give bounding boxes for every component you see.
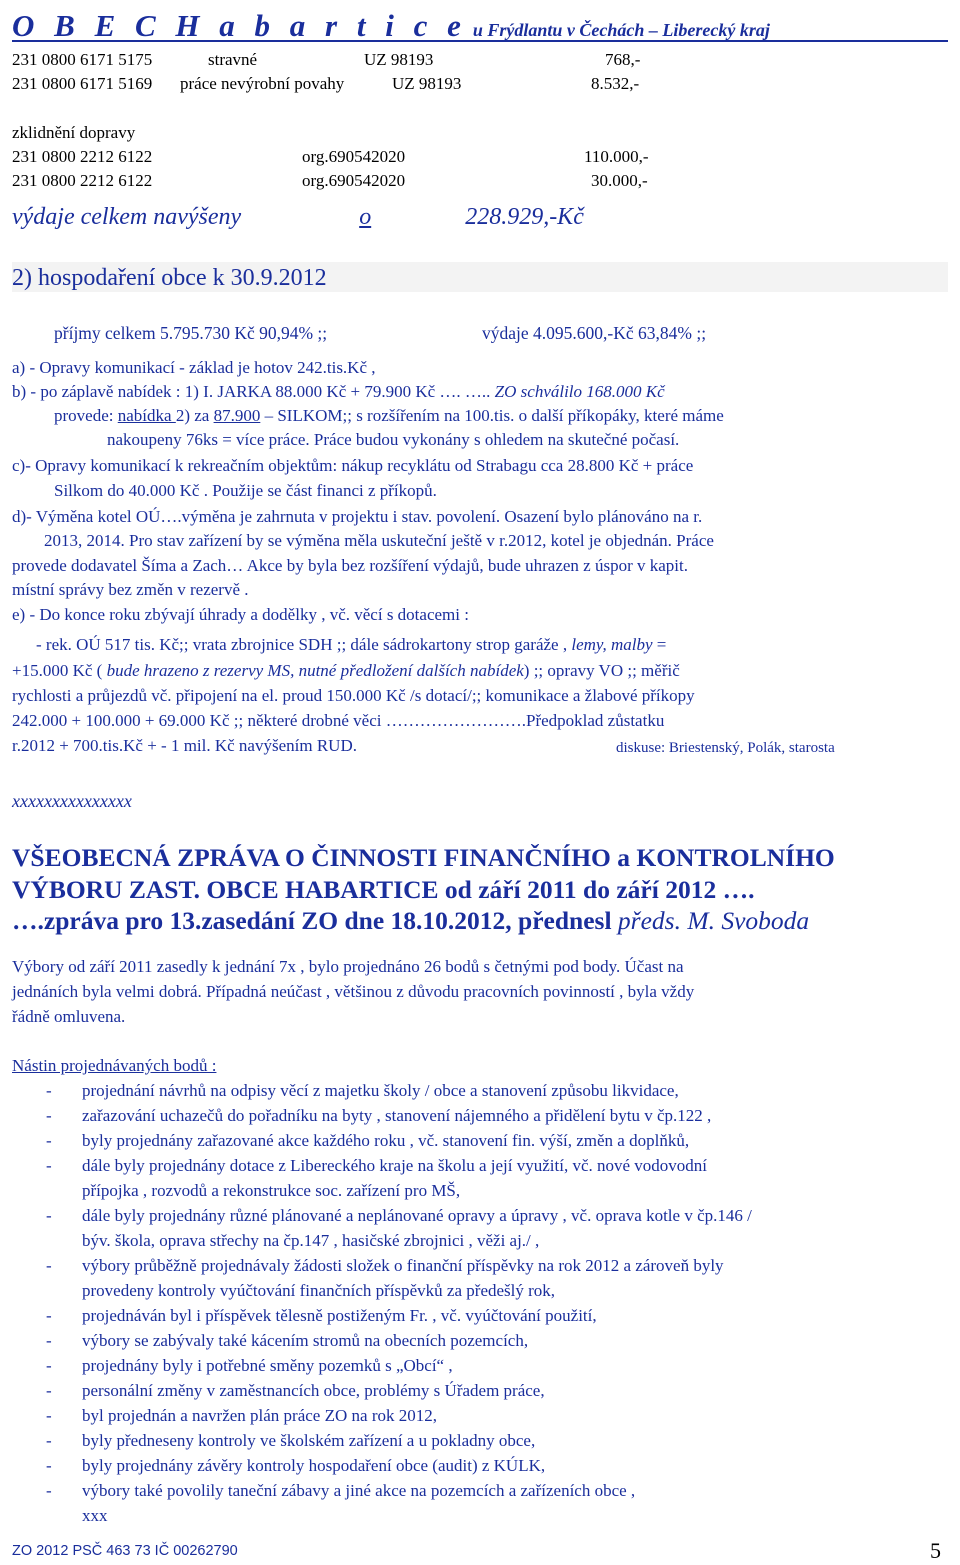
- item-e-line3-text: +15.000 Kč (: [12, 661, 107, 680]
- item-d-line4: místní správy bez změn v rezervě .: [12, 580, 249, 599]
- report-title-line3: [12, 905, 809, 937]
- budget-row-amount: 768,-: [605, 50, 641, 69]
- separator: xxxxxxxxxxxxxxx: [12, 791, 132, 811]
- item-e-line2-text: - rek. OÚ 517 tis. Kč;; vrata zbrojnice SDH ;; dále sádrokartony strop garáže ,: [36, 635, 572, 654]
- section2-heading: 2) hospodaření obce k 30.9.2012: [12, 265, 327, 291]
- footer-info: ZO 2012 PSČ 463 73 IČ 00262790: [12, 1543, 238, 1559]
- budget-row-desc: práce nevýrobní povahy: [180, 74, 345, 93]
- total-label: výdaje celkem navýšeny: [12, 204, 242, 230]
- report-presenter: předs. M. Svoboda: [617, 906, 810, 935]
- road-heading: zklidnění dopravy: [12, 123, 136, 142]
- road-row-org: org.690542020: [302, 171, 406, 190]
- item-c-line1: c)- Opravy komunikací k rekreačním objektům: nákup recyklátu od Strabagu cca 28.800 Kč + práce: [12, 456, 694, 475]
- outline-heading: Nástin projednávaných bodů :: [12, 1056, 217, 1075]
- report-title-text: ….zpráva pro 13.zasedání ZO dne 18.10.2012, přednesl: [12, 906, 618, 935]
- total-amount: 228.929,-Kč: [465, 204, 584, 230]
- total-o: o: [359, 204, 372, 230]
- item-e-line3-end: ) ;; opravy VO ;; měřič: [523, 661, 680, 680]
- item-b-line3: nakoupeny 76ks = více práce. Práce budou vykonány s ohledem na skutečné počasí.: [107, 430, 680, 449]
- budget-row-desc: stravné: [208, 50, 258, 69]
- item-d-line2: 2013, 2014. Pro stav zařízení by se výměna měla uskuteční ještě v r.2012, kotel je objednán. Práce: [44, 531, 714, 550]
- item-e-line5: 242.000 + 100.000 + 69.000 Kč ;; některé drobné věci …………………….Předpoklad zůstatku: [12, 711, 665, 730]
- expense-summary: výdaje 4.095.600,-Kč 63,84% ;;: [482, 323, 707, 343]
- item-e-line6: r.2012 + 700.tis.Kč + - 1 mil. Kč navýšením RUD.: [12, 736, 357, 755]
- item-e-line4: rychlosti a průjezdů vč. připojení na el. proud 150.000 Kč /s dotací/;; komunikace a žlabové příkopy: [12, 686, 695, 705]
- report-title-line1: VŠEOBECNÁ ZPRÁVA O ČINNOSTI FINANČNÍHO a KONTROLNÍHO: [12, 843, 835, 872]
- item-e-line2-italic: lemy, malby: [571, 635, 653, 654]
- item-e-line1: e) - Do konce roku zbývají úhrady a dodělky , vč. věcí s dotacemi :: [12, 605, 469, 624]
- budget-row-account: 231 0800 6171 5169: [12, 74, 153, 93]
- item-b-line1: [12, 381, 665, 403]
- item-b-offer: nabídka: [117, 406, 176, 425]
- discussion-note: diskuse: Briestenský, Polák, starosta: [616, 740, 835, 756]
- item-e-line2-end: =: [652, 635, 667, 654]
- report-intro-line1: Výbory od září 2011 zasedly k jednání 7x , bylo projednáno 26 bodů s četnými pod body. Účast na: [12, 957, 684, 976]
- income-summary: příjmy celkem 5.795.730 Kč 90,94% ;;: [54, 323, 328, 343]
- item-d-line3: provede dodavatel Šíma a Zach… Akce by byla bez rozšíření výdajů, bude uhrazen z úspor v kapit.: [12, 556, 688, 575]
- report-intro-line3: řádně omluvena.: [12, 1007, 126, 1026]
- header-subtitle: u Frýdlantu v Čechách – Liberecký kraj: [472, 20, 770, 40]
- report-title-line2: VÝBORU ZAST. OBCE HABARTICE od září 2011 do září 2012 ….: [12, 875, 755, 904]
- list-item-continuation: býv. škola, oprava střechy na čp.147 , hasičské zbrojnici , věži aj./ ,: [82, 1231, 540, 1250]
- item-b-provede: provede:: [54, 406, 118, 425]
- item-c-line2: Silkom do 40.000 Kč . Použije se část financi z příkopů.: [54, 481, 437, 500]
- header-title: O B E C H a b a r t i c e: [12, 8, 467, 43]
- item-b-approved: ZO schválilo 168.000 Kč: [494, 382, 665, 401]
- budget-row-uz: UZ 98193: [392, 74, 462, 93]
- road-row-org: org.690542020: [302, 147, 406, 166]
- page-number: 5: [930, 1538, 941, 1563]
- total-line: [12, 202, 584, 232]
- road-row-amount: 110.000,-: [584, 147, 649, 166]
- road-row-amount: 30.000,-: [591, 171, 648, 190]
- item-e-line3-italic: bude hrazeno z rezervy MS, nutné předložení dalších nabídek: [106, 661, 524, 680]
- item-e-line2: [36, 634, 666, 656]
- budget-row-uz: UZ 98193: [364, 50, 434, 69]
- item-e-line3: [12, 660, 680, 682]
- list-item-continuation: xxx: [82, 1506, 108, 1525]
- item-b-price: 87.900: [213, 406, 261, 425]
- item-b-offer-num: 2) za: [175, 406, 214, 425]
- road-row-account: 231 0800 2212 6122: [12, 171, 153, 190]
- item-a: a) - Opravy komunikací - základ je hotov 242.tis.Kč ,: [12, 358, 376, 377]
- report-intro-line2: jednáních byla velmi dobrá. Případná neúčast , většinou z důvodu pracovních povinností , byla vždy: [12, 982, 695, 1001]
- road-row-account: 231 0800 2212 6122: [12, 147, 153, 166]
- item-d-line1: d)- Výměna kotel OÚ….výměna je zahrnuta v projektu i stav. povolení. Osazení bylo plánováno na r.: [12, 507, 703, 526]
- budget-row-amount: 8.532,-: [591, 74, 640, 93]
- item-b-rest: – SILKOM;; s rozšířením na 100.tis. o další příkopáky, které máme: [260, 406, 724, 425]
- budget-row-account: 231 0800 6171 5175: [12, 50, 153, 69]
- header: [12, 8, 948, 42]
- item-b-text: b) - po záplavě nabídek : 1) I. JARKA 88.000 Kč + 79.900 Kč …. …..: [12, 382, 495, 401]
- list-item-continuation: provedeny kontroly vyúčtování finančních příspěvků za předešlý rok,: [82, 1281, 556, 1300]
- item-b-line2: [54, 405, 724, 427]
- list-item-continuation: přípojka , rozvodů a rekonstrukce soc. zařízení pro MŠ,: [82, 1181, 461, 1200]
